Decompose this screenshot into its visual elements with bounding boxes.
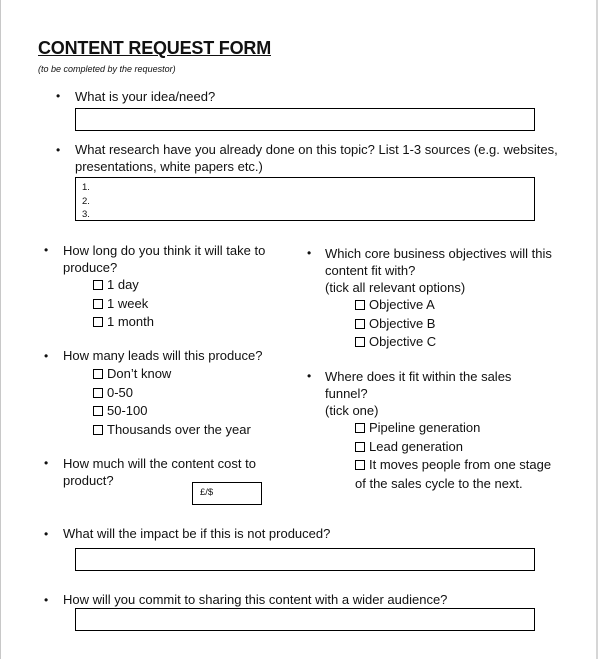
idea-input[interactable] (75, 108, 535, 131)
impact-input[interactable] (75, 548, 535, 571)
bullet: • (56, 89, 61, 103)
bullet: • (44, 349, 49, 363)
question-funnel-hint: (tick one) (325, 403, 379, 418)
bullet: • (44, 593, 49, 607)
question-duration-line1: How long do you think it will take to (63, 243, 266, 258)
objective-option[interactable]: Objective C (355, 333, 436, 352)
objective-option[interactable]: Objective A (355, 296, 436, 315)
duration-option[interactable]: 1 month (93, 313, 154, 332)
bullet: • (44, 456, 49, 470)
checkbox-icon[interactable] (355, 460, 365, 470)
question-sharing: How will you commit to sharing this content with a wider audience? (63, 592, 448, 607)
question-cost-line1: How much will the content cost to (63, 456, 256, 471)
checkbox-icon[interactable] (93, 317, 103, 327)
funnel-option[interactable]: It moves people from one stage (355, 456, 551, 475)
checkbox-icon[interactable] (355, 442, 365, 452)
source-line-2: 2. (82, 195, 90, 207)
leads-option[interactable]: Thousands over the year (93, 421, 251, 440)
checkbox-icon[interactable] (355, 423, 365, 433)
form-subtitle: (to be completed by the requestor) (38, 64, 176, 74)
funnel-option[interactable]: Lead generation (355, 438, 551, 457)
bullet: • (307, 246, 312, 260)
checkbox-icon[interactable] (355, 300, 365, 310)
checkbox-icon[interactable] (355, 337, 365, 347)
page-left-edge (0, 0, 1, 659)
source-line-3: 3. (82, 209, 90, 220)
question-funnel-line1: Where does it fit within the sales (325, 369, 512, 384)
objective-option[interactable]: Objective B (355, 315, 436, 334)
objective-options (355, 296, 436, 352)
checkbox-icon[interactable] (93, 280, 103, 290)
question-duration-line2: produce? (63, 260, 118, 275)
sharing-input[interactable] (75, 608, 535, 631)
question-impact: What will the impact be if this is not produced? (63, 526, 331, 541)
leads-option[interactable]: 50-100 (93, 402, 251, 421)
question-objectives-hint: (tick all relevant options) (325, 280, 466, 295)
question-funnel-line2: funnel? (325, 386, 368, 401)
funnel-option-continuation: of the sales cycle to the next. (355, 475, 523, 491)
checkbox-icon[interactable] (93, 299, 103, 309)
checkbox-icon[interactable] (93, 369, 103, 379)
bullet: • (44, 243, 49, 257)
question-research-line1: What research have you already done on this topic? List 1-3 sources (e.g. websites, (75, 142, 558, 157)
duration-option[interactable]: 1 week (93, 295, 154, 314)
bullet: • (44, 527, 49, 541)
question-leads: How many leads will this produce? (63, 348, 263, 363)
research-sources-input[interactable] (75, 177, 535, 221)
cost-input[interactable]: £/$ (192, 482, 262, 505)
question-idea: What is your idea/need? (75, 89, 216, 104)
question-objectives-line1: Which core business objectives will this (325, 246, 552, 261)
checkbox-icon[interactable] (93, 425, 103, 435)
checkbox-icon[interactable] (93, 406, 103, 416)
duration-option[interactable]: 1 day (93, 276, 154, 295)
leads-option[interactable]: Don’t know (93, 365, 251, 384)
form-title: CONTENT REQUEST FORM (38, 38, 271, 58)
funnel-options (355, 419, 551, 493)
duration-options (93, 276, 154, 332)
question-research-line2: presentations, white papers etc.) (75, 159, 263, 174)
bullet: • (56, 143, 61, 157)
question-objectives-line2: content fit with? (325, 263, 416, 278)
source-line-1: 1. (82, 182, 90, 193)
question-cost-line2: product? (63, 473, 114, 488)
funnel-option[interactable]: Pipeline generation (355, 419, 551, 438)
leads-option[interactable]: 0-50 (93, 384, 251, 403)
bullet: • (307, 369, 312, 383)
leads-options (93, 365, 251, 439)
checkbox-icon[interactable] (355, 319, 365, 329)
checkbox-icon[interactable] (93, 388, 103, 398)
